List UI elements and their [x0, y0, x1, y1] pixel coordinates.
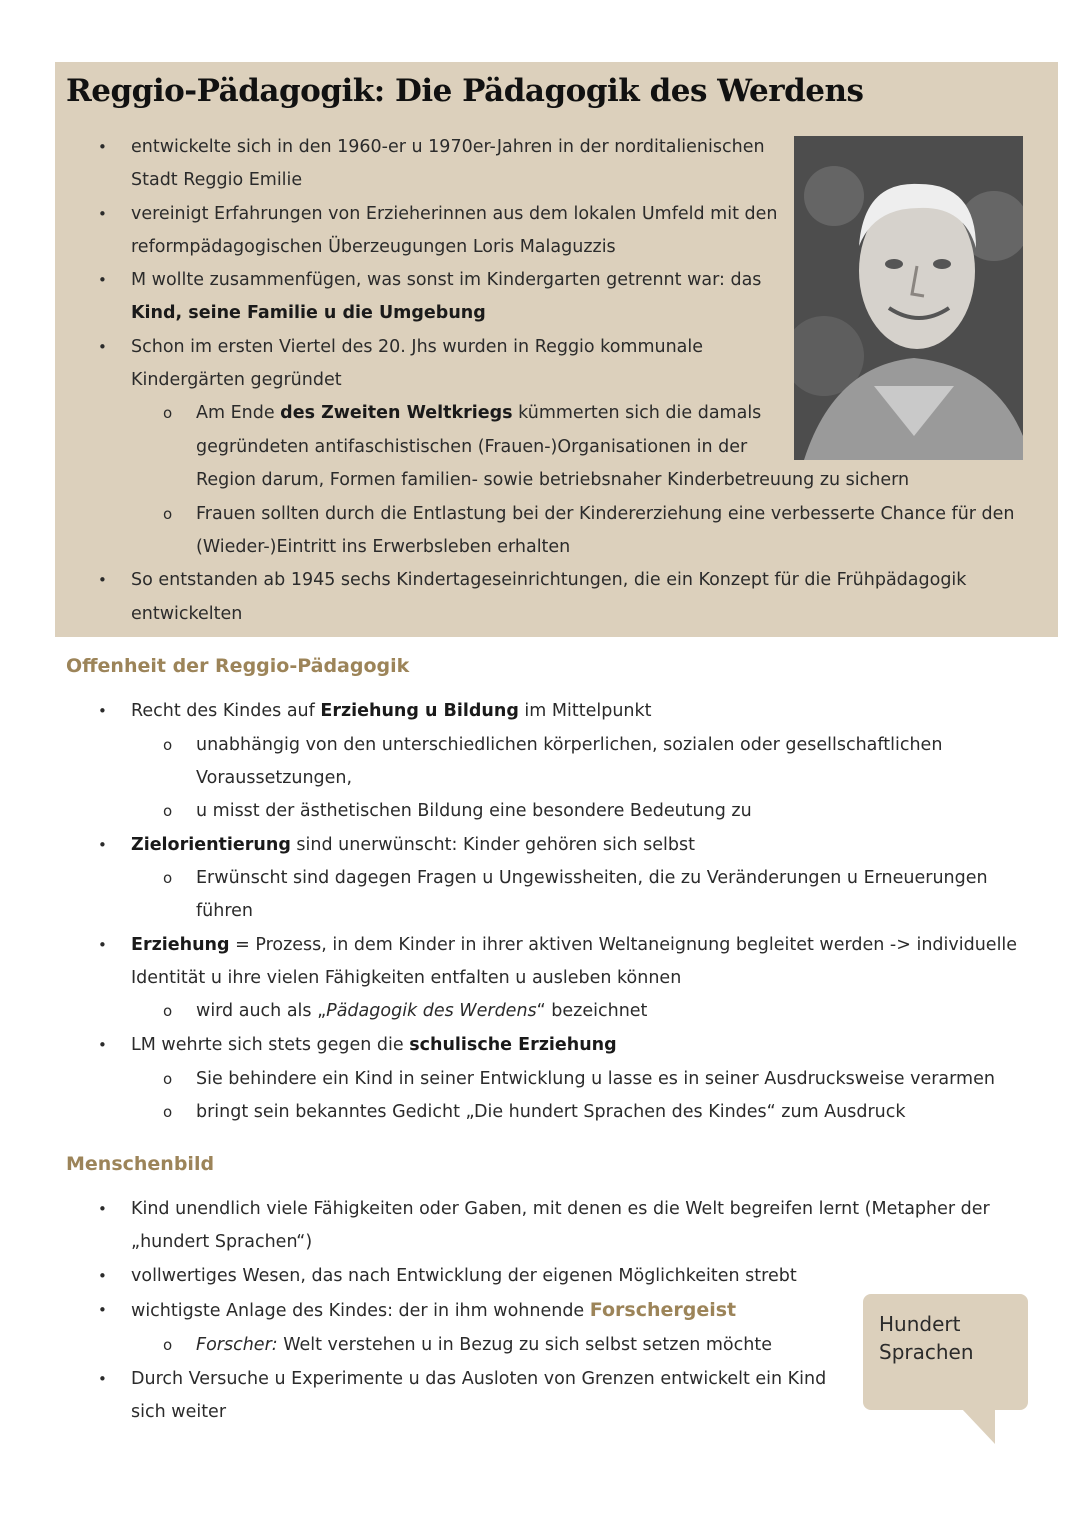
intro-line: Schon im ersten Viertel des 20. Jhs wurden in Reggio kommunale — [131, 337, 704, 357]
intro-line: entwickelten — [131, 604, 243, 624]
offenheit-line: Sie behindere ein Kind in seiner Entwicklung u lasse es in seiner Ausdrucksweise verarmen — [196, 1069, 995, 1089]
bullet-symbol: • — [98, 1267, 107, 1285]
bullet-symbol: • — [98, 571, 107, 589]
intro-line: Kindergärten gegründet — [131, 370, 342, 390]
bubble-line: Sprachen — [879, 1340, 974, 1364]
speech-bubble-text — [879, 1310, 999, 1366]
section-heading-offenheit: Offenheit der Reggio-Pädagogik — [66, 655, 410, 677]
offenheit-line — [131, 700, 652, 722]
menschenbild-line: vollwertiges Wesen, das nach Entwicklung der eigenen Möglichkeiten strebt — [131, 1266, 797, 1286]
offenheit-line — [131, 1034, 617, 1056]
bullet-symbol: • — [98, 271, 107, 289]
text-run: Welt verstehen u in Bezug zu sich selbst setzen möchte — [277, 1335, 772, 1355]
intro-line: M wollte zusammenfügen, was sonst im Kindergarten getrennt war: das — [131, 270, 762, 290]
offenheit-line: Voraussetzungen, — [196, 768, 353, 788]
bullet-symbol: • — [98, 1301, 107, 1319]
sub-bullet-symbol: o — [163, 505, 173, 523]
offenheit-line — [131, 834, 695, 856]
intro-line: gegründeten antifaschistischen (Frauen-)Organisationen in der — [196, 437, 748, 457]
text-run: im Mittelpunkt — [518, 701, 652, 721]
bold-phrase: des Zweiten Weltkriegs — [280, 403, 513, 423]
bold-phrase: Zielorientierung — [131, 835, 291, 855]
portrait-illustration — [794, 136, 1023, 460]
text-run: kümmerten sich die damals — [512, 403, 762, 423]
intro-line: reformpädagogischen Überzeugungen Loris Malaguzzis — [131, 237, 616, 257]
accent-phrase: Forschergeist — [589, 1299, 737, 1321]
italic-phrase: Forscher: — [196, 1335, 278, 1355]
menschenbild-line: Durch Versuche u Experimente u das Ausloten von Grenzen entwickelt ein Kind — [131, 1369, 827, 1389]
offenheit-line: bringt sein bekanntes Gedicht „Die hundert Sprachen des Kindes“ zum Ausdruck — [196, 1102, 906, 1122]
bullet-symbol: • — [98, 1200, 107, 1218]
bold-phrase: Kind, seine Familie u die Umgebung — [131, 303, 486, 323]
section-heading-menschenbild: Menschenbild — [66, 1153, 215, 1175]
speech-bubble-tail — [962, 1409, 995, 1444]
bullet-symbol: • — [98, 1036, 107, 1054]
text-run: sind unerwünscht: Kinder gehören sich selbst — [290, 835, 695, 855]
bold-phrase: Erziehung u Bildung — [320, 701, 519, 721]
sub-bullet-symbol: o — [163, 1002, 173, 1020]
sub-bullet-symbol: o — [163, 802, 173, 820]
menschenbild-line: sich weiter — [131, 1402, 227, 1422]
offenheit-line: Identität u ihre vielen Fähigkeiten entfalten u ausleben können — [131, 968, 682, 988]
italic-phrase: Pädagogik des Werdens — [326, 1001, 537, 1021]
text-run: = Prozess, in dem Kinder in ihrer aktiven Weltaneignung begleitet werden -> individuelle — [229, 935, 1018, 955]
bullet-symbol: • — [98, 1370, 107, 1388]
intro-line — [131, 302, 486, 324]
sub-bullet-symbol: o — [163, 869, 173, 887]
sub-bullet-symbol: o — [163, 404, 173, 422]
offenheit-line: führen — [196, 901, 254, 921]
bullet-symbol: • — [98, 936, 107, 954]
text-run: wichtigste Anlage des Kindes: der in ihm wohnende — [131, 1301, 590, 1321]
sub-bullet-symbol: o — [163, 736, 173, 754]
menschenbild-line — [196, 1334, 772, 1356]
bullet-symbol: • — [98, 702, 107, 720]
sub-bullet-symbol: o — [163, 1336, 173, 1354]
intro-line: So entstanden ab 1945 sechs Kindertageseinrichtungen, die ein Konzept für die Frühpädagogik — [131, 570, 967, 590]
page-title: Reggio-Pädagogik: Die Pädagogik des Werdens — [66, 73, 864, 109]
bullet-symbol: • — [98, 836, 107, 854]
bubble-line: Hundert — [879, 1312, 961, 1336]
text-run: LM wehrte sich stets gegen die — [131, 1035, 410, 1055]
bullet-symbol: • — [98, 138, 107, 156]
offenheit-line: u misst der ästhetischen Bildung eine besondere Bedeutung zu — [196, 801, 752, 821]
menschenbild-line: Kind unendlich viele Fähigkeiten oder Gaben, mit denen es die Welt begreifen lernt (Metapher der — [131, 1199, 990, 1219]
intro-line — [196, 402, 761, 424]
text-run: “ bezeichnet — [536, 1001, 648, 1021]
intro-line: (Wieder-)Eintritt ins Erwerbsleben erhalten — [196, 537, 571, 557]
intro-line: Region darum, Formen familien- sowie betriebsnaher Kinderbetreuung zu sichern — [196, 470, 910, 490]
portrait-photo — [794, 136, 1023, 460]
offenheit-line — [131, 934, 1017, 956]
offenheit-line: unabhängig von den unterschiedlichen körperlichen, sozialen oder gesellschaftlichen — [196, 735, 943, 755]
menschenbild-line — [131, 1299, 736, 1322]
menschenbild-line: „hundert Sprachen“) — [131, 1232, 313, 1252]
text-run: Recht des Kindes auf — [131, 701, 321, 721]
intro-line: vereinigt Erfahrungen von Erzieherinnen aus dem lokalen Umfeld mit den — [131, 204, 778, 224]
sub-bullet-symbol: o — [163, 1070, 173, 1088]
intro-line: entwickelte sich in den 1960-er u 1970er-Jahren in der norditalienischen — [131, 137, 765, 157]
bullet-symbol: • — [98, 338, 107, 356]
offenheit-line — [196, 1000, 647, 1022]
bold-phrase: Erziehung — [131, 935, 230, 955]
text-run: wird auch als „ — [196, 1001, 327, 1021]
bullet-symbol: • — [98, 205, 107, 223]
bold-phrase: schulische Erziehung — [409, 1035, 617, 1055]
intro-line: Frauen sollten durch die Entlastung bei der Kindererziehung eine verbesserte Chance für den — [196, 504, 1015, 524]
offenheit-line: Erwünscht sind dagegen Fragen u Ungewissheiten, die zu Veränderungen u Erneuerungen — [196, 868, 988, 888]
sub-bullet-symbol: o — [163, 1103, 173, 1121]
intro-line: Stadt Reggio Emilie — [131, 170, 303, 190]
text-run: Am Ende — [196, 403, 281, 423]
